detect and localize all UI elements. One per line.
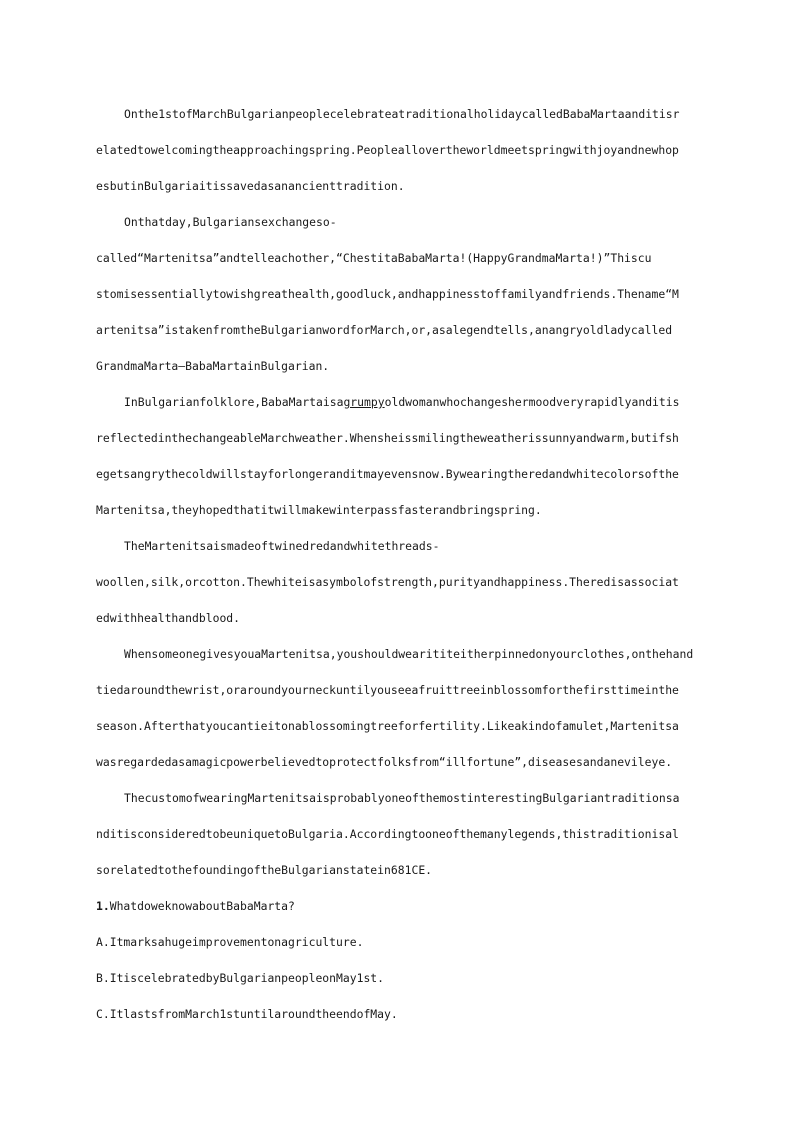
paragraph-3-line-1-start: InBulgarianfolklore,BabaMartaisa <box>124 395 344 409</box>
paragraph-4-line-3: edwithhealthandblood. <box>96 611 241 625</box>
paragraph-6-line-1: ThecustomofwearingMartenitsaisprobablyoneofthemostinterestingBulgariantraditionsa <box>124 791 680 805</box>
paragraph-2-line-4: artenitsa”istakenfromtheBulgarianwordforMarch,or,asalegendtells,anangryoldladycalled <box>96 323 673 337</box>
paragraph-2-line-2: called“Martenitsa”andtelleachother,“ChestitaBabaMarta!(HappyGrandmaMarta!)”Thiscu <box>96 251 652 265</box>
underlined-word: grumpy <box>343 395 385 409</box>
paragraph-2-line-3: stomisessentiallytowishgreathealth,goodluck,andhappinesstoffamilyandfriends.Thename“M <box>96 287 679 301</box>
paragraph-3-line-1-end: oldwomanwhochangeshermoodveryrapidlyanditis <box>384 395 680 409</box>
paragraph-6-line-2: nditisconsideredtobeuniquetoBulgaria.Accordingtooneofthemanylegends,thistraditionisal <box>96 827 679 841</box>
paragraph-1-line-3: esbutinBulgariaitissavedasanancienttradition. <box>96 179 405 193</box>
paragraph-3-line-3: egetsangrythecoldwillstayforlongeranditmayevensnow.Bywearingtheredandwhitecolorsofthe <box>96 467 679 481</box>
paragraph-3-line-1 <box>124 393 680 411</box>
paragraph-3-line-2: reflectedinthechangeableMarchweather.Whensheissmilingtheweatherissunnyandwarm,butifsh <box>96 431 679 445</box>
paragraph-3-line-4: Martenitsa,theyhopedthatitwillmakewinterpassfasterandbringspring. <box>96 503 542 517</box>
paragraph-1-line-1: Onthe1stofMarchBulgarianpeoplecelebrateatraditionalholidaycalledBabaMartaanditisr <box>124 107 680 121</box>
option-b: B.ItiscelebratedbyBulgarianpeopleonMay1st. <box>96 971 385 985</box>
paragraph-4-line-1: TheMartenitsaismadeoftwinedredandwhitethreads- <box>124 539 440 553</box>
paragraph-5-line-2: tiedaroundthewrist,oraroundyourneckuntilyouseeafruittreeinblossomforthefirsttimeinthe <box>96 683 679 697</box>
paragraph-2-line-1: Onthatday,Bulgariansexchangeso- <box>124 215 337 229</box>
paragraph-2-line-5: GrandmaMarta—BabaMartainBulgarian. <box>96 359 330 373</box>
paragraph-5-line-3: season.Afterthatyoucantieitonablossomingtreeforfertility.Likeakindofamulet,Martenitsa <box>96 719 679 733</box>
paragraph-6-line-3: sorelatedtothefoundingoftheBulgarianstatein681CE. <box>96 863 433 877</box>
paragraph-4-line-2: woollen,silk,orcotton.Thewhiteisasymbolofstrength,purityandhappiness.Theredisassociat <box>96 575 679 589</box>
option-a: A.Itmarksahugeimprovementonagriculture. <box>96 935 364 949</box>
paragraph-1-line-2: elatedtowelcomingtheapproachingspring.Peopleallovertheworldmeetspringwithjoyandnewhop <box>96 143 679 157</box>
question-number: 1. <box>96 899 110 913</box>
option-c: C.ItlastsfromMarch1stuntilaroundtheendofMay. <box>96 1007 398 1021</box>
paragraph-5-line-4: wasregardedasamagicpowerbelievedtoprotectfolksfrom“illfortune”,diseasesandanevileye. <box>96 755 673 769</box>
question-text: WhatdoweknowaboutBabaMarta? <box>109 899 295 913</box>
question-1 <box>96 897 295 915</box>
paragraph-5-line-1: WhensomeonegivesyouaMartenitsa,youshouldwearititeitherpinnedonyourclothes,onthehand <box>124 647 694 661</box>
